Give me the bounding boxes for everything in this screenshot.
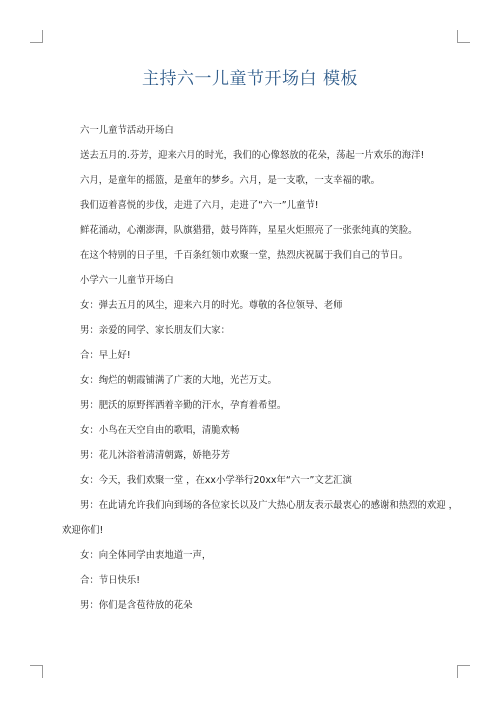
paragraph: 我们迈着喜悦的步伐，走进了六月，走进了“六一”儿童节!: [80, 200, 319, 211]
page-corner-mark-top-right: [457, 30, 470, 43]
page-corner-mark-top-left: [30, 30, 43, 43]
paragraph: 女：今天，我们欢聚一堂 ，在xx小学举行20xx年“六一”文艺汇演: [80, 475, 352, 486]
paragraph: 女：向全体同学由衷地道一声，: [80, 550, 212, 561]
paragraph: 鲜花涌动，心潮澎湃，队旗猎猎，鼓号阵阵，星星火炬照亮了一张张纯真的笑脸。: [80, 225, 418, 236]
section-heading: 小学六一儿童节开场白: [80, 275, 174, 286]
document-body: [62, 118, 462, 618]
paragraph: 六一儿童节活动开场白: [80, 125, 174, 136]
paragraph: 男：亲爱的同学、家长朋友们大家：: [80, 325, 231, 336]
paragraph: 在这个特别的日子里，千百条红领巾欢聚一堂，热烈庆祝属于我们自己的节日。: [80, 250, 409, 261]
paragraph: 合：节日快乐!: [80, 575, 141, 586]
page-corner-mark-bottom-right: [457, 665, 470, 678]
paragraph: 男：在此请允许我们向到场的各位家长以及广大热心朋友表示最衷心的感谢和热烈的欢迎 ，欢迎你们!: [62, 500, 458, 536]
paragraph: 男：你们是含苞待放的花朵: [80, 600, 193, 611]
paragraph: 女：绚烂的朝霞铺满了广袤的大地，光芒万丈。: [80, 375, 277, 386]
document-title: 主持六一儿童节开场白 模板: [142, 69, 358, 89]
paragraph: 男：花儿沐浴着清清朝露，娇艳芬芳: [80, 450, 231, 461]
paragraph: 女：小鸟在天空自由的歌唱，清脆欢畅: [80, 425, 240, 436]
paragraph: 男：肥沃的原野挥洒着辛勤的汗水，孕育着希望。: [80, 400, 287, 411]
paragraph: 六月，是童年的摇篮，是童年的梦乡。六月，是一支歌，一支幸福的歌。: [80, 175, 381, 186]
page-corner-mark-bottom-left: [30, 665, 43, 678]
paragraph: 女：弹去五月的风尘，迎来六月的时光。尊敬的各位领导、老师: [80, 300, 343, 311]
paragraph: 合：早上好!: [80, 350, 131, 361]
paragraph: 送去五月的.芬芳，迎来六月的时光，我们的心像怒放的花朵，荡起一片欢乐的海洋!: [80, 150, 425, 161]
